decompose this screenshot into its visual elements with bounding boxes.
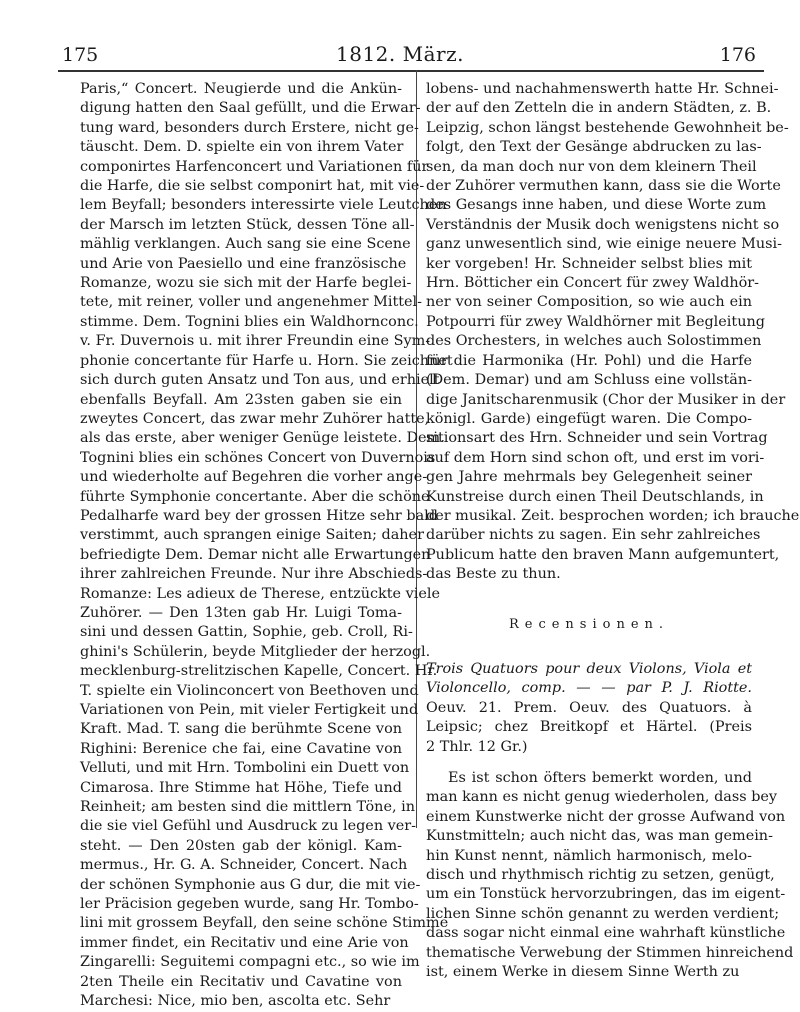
left-text-line: Velluti, und mit Hrn. Tombolini ein Duett von	[80, 760, 410, 777]
left-text-line: T. spielte ein Violinconcert von Beethoven und	[80, 682, 419, 699]
left-text-line: Romanze: Les adieux de Therese, entzückte viele	[80, 585, 440, 602]
paragraph-gap	[426, 757, 752, 769]
left-text-line: sich durch guten Ansatz und Ton aus, und erhielt	[80, 372, 440, 389]
right-text-line: Kunstreise durch einen Theil Deutschlands, in	[426, 488, 764, 505]
left-text-line: führte Symphonie concertante. Aber die schöne	[80, 488, 430, 505]
left-text-line: ihrer zahlreichen Freunde. Nur ihre Abschieds-	[80, 566, 428, 583]
left-text-line: und wiederholte auf Begehren die vorher ange-	[80, 469, 428, 486]
left-text-line: Tognini blies ein schönes Concert von Duvernois	[80, 449, 436, 466]
left-text-line: Zuhörer. — Den 13ten gab Hr. Luigi Toma-	[80, 604, 402, 621]
review-body-line: dass sogar nicht einmal eine wahrhaft künstliche	[426, 925, 786, 942]
left-text-line: stimme. Dem. Tognini blies ein Waldhornconc.	[80, 313, 419, 330]
right-text-line: Potpourri für zwey Waldhörner mit Begleitung	[426, 313, 765, 330]
review-citation-line: Oeuv. 21. Prem. Oeuv. des Quatuors. à	[426, 699, 752, 716]
left-text-line: Variationen von Pein, mit vieler Fertigkeit und	[80, 702, 419, 718]
left-text-line: mermus., Hr. G. A. Schneider, Concert. Nach	[80, 857, 408, 874]
right-text-line: sen, da man doch nur von dem kleinern Theil	[426, 158, 757, 175]
right-text-line: auf dem Horn sind schon oft, und erst im vori-	[426, 449, 765, 466]
left-text-line: v. Fr. Duvernois u. mit ihrer Freundin eine Sym-	[80, 333, 431, 350]
left-text-line: steht. — Den 20sten gab der königl. Kam-	[80, 837, 402, 854]
left-text-line: lem Beyfall; besonders interessirte viele Leutchen	[80, 197, 447, 214]
right-text-line: des Gesangs inne haben, und diese Worte zum	[426, 197, 767, 214]
left-text-line: Pedalharfe ward bey der grossen Hitze sehr bald	[80, 507, 438, 524]
right-text-line: gen Jahre mehrmals bey Gelegenheit seiner	[426, 469, 752, 486]
right-text-line: der Zuhörer vermuthen kann, dass sie die Worte	[426, 178, 781, 195]
left-text-line: phonie concertante für Harfe u. Horn. Sie zeichnet	[80, 352, 453, 369]
right-text-line: folgt, den Text der Gesänge abdrucken zu las-	[426, 139, 762, 156]
review-body-line: hin Kunst nennt, nämlich harmonisch, melo-	[426, 847, 752, 864]
left-text-line: ler Präcision gegeben wurde, sang Hr. Tombo-	[80, 896, 419, 913]
review-body-line: Kunstmitteln; auch nicht das, was man gemein-	[426, 828, 773, 845]
left-text-line: Cimarosa. Ihre Stimme hat Höhe, Tiefe und	[80, 779, 402, 796]
right-text-line: der musikal. Zeit. besprochen worden; ich brauche	[426, 507, 800, 524]
left-text-line: der Marsch im letzten Stück, dessen Töne all-	[80, 216, 415, 233]
right-text-line: dige Janitscharenmusik (Chor der Musiker in der	[426, 391, 786, 408]
review-citation-line: Violoncello, comp. — — par P. J. Riotte.	[426, 680, 752, 697]
review-body-line: Es ist schon öfters bemerkt worden, und	[448, 770, 752, 786]
left-text-line: und Arie von Paesiello und eine französische	[80, 255, 407, 272]
review-body-line: disch und rhythmisch richtig zu setzen, genügt,	[426, 867, 775, 884]
left-text-line: Marchesi: Nice, mio ben, ascolta etc. Sehr	[80, 993, 391, 1010]
right-text-line: sitionsart des Hrn. Schneider und sein Vortrag	[426, 430, 768, 447]
left-text-line: Reinheit; am besten sind die mittlern Töne, in	[80, 799, 415, 816]
right-text-line: Hrn. Bötticher ein Concert für zwey Waldhör-	[426, 275, 760, 292]
right-text-line: Leipzig, schon längst bestehende Gewohnheit be-	[426, 119, 789, 136]
left-text-line: immer findet, ein Recitativ und eine Arie von	[80, 934, 409, 951]
running-header	[0, 38, 800, 68]
right-text-line: lobens- und nachahmenswerth hatte Hr. Schnei-	[426, 81, 779, 97]
right-text-line: darüber nichts zu sagen. Ein sehr zahlreiches	[426, 527, 761, 544]
left-text-line: mählig verklangen. Auch sang sie eine Scene	[80, 236, 411, 253]
left-text-line: ghini's Schülerin, beyde Mitglieder der herzogl.	[80, 643, 431, 660]
right-text-line: Publicum hatte den braven Mann aufgemuntert,	[426, 546, 780, 563]
review-citation-line: Leipsic; chez Breitkopf et Härtel. (Preis	[426, 719, 752, 736]
left-text-line: Righini: Berenice che fai, eine Cavatine von	[80, 740, 402, 757]
left-column	[80, 80, 453, 1012]
review-body-line: einem Kunstwerke nicht der grosse Aufwand von	[426, 808, 786, 825]
left-text-line: tung ward, besonders durch Erstere, nicht ge-	[80, 119, 419, 136]
left-text-line: zweytes Concert, das zwar mehr Zuhörer hatte,	[80, 410, 430, 427]
right-page-number: 176	[719, 44, 756, 66]
left-text-line: lini mit grossem Beyfall, den seine schöne Stimme	[80, 915, 449, 932]
right-text-line: das Beste zu thun.	[426, 566, 561, 583]
left-text-line: der schönen Symphonie aus G dur, die mit vie-	[80, 876, 421, 893]
right-text-line: Verständnis der Musik doch wenigstens nicht so	[426, 216, 780, 233]
right-text-line: des Orchesters, in welches auch Solostimmen	[426, 333, 762, 350]
left-text-line: Kraft. Mad. T. sang die berühmte Scene von	[80, 721, 402, 738]
header-rule	[58, 70, 764, 72]
left-text-line: die sie viel Gefühl und Ausdruck zu legen ver-	[80, 818, 417, 835]
left-text-line: ebenfalls Beyfall. Am 23sten gaben sie ein	[80, 391, 402, 408]
left-text-line: tete, mit reiner, voller und angenehmer Mittel-	[80, 294, 423, 311]
left-text-line: Zingarelli: Seguitemi compagni etc., so wie im	[80, 954, 420, 971]
left-text-line: Romanze, wozu sie sich mit der Harfe beglei-	[80, 275, 412, 292]
section-heading: Recensionen.	[508, 616, 670, 632]
right-text-line: (Dem. Demar) und am Schluss eine vollstän-	[426, 372, 752, 389]
running-title: 1812. März.	[336, 42, 464, 66]
right-text-line: ker vorgeben! Hr. Schneider selbst blies mit	[426, 255, 752, 272]
left-text-line: verstimmt, auch sprangen einige Saiten; daher	[80, 527, 424, 544]
review-body-line: man kann es nicht genug wiederholen, dass bey	[426, 789, 778, 806]
left-text-line: befriedigte Dem. Demar nicht alle Erwartungen	[80, 546, 431, 563]
right-text-line: königl. Garde) eingefügt waren. Die Compo-	[426, 410, 752, 427]
left-text-line: sini und dessen Gattin, Sophie, geb. Croll, Ri-	[80, 624, 413, 641]
review-body-line: lichen Sinne schön genannt zu werden verdient;	[426, 905, 780, 922]
left-text-line: mecklenburg-strelitzischen Kapelle, Concert. Hr.	[80, 663, 438, 680]
left-text-line: componirtes Harfenconcert und Variationen für	[80, 158, 429, 175]
right-column	[426, 80, 800, 982]
left-text-line: Paris,“ Concert. Neugierde und die Ankün-	[80, 81, 402, 97]
review-citation-line: Trois Quatuors pour deux Violons, Viola et	[426, 660, 752, 677]
review-citation-line: 2 Thlr. 12 Gr.)	[426, 738, 528, 755]
left-text-line: digung hatten den Saal gefüllt, und die Erwar-	[80, 100, 421, 117]
left-page-number: 175	[62, 44, 99, 66]
right-text-line: der auf den Zetteln die in andern Städten, z. B.	[426, 100, 772, 117]
left-text-line: als das erste, aber weniger Genüge leistete. Dem.	[80, 430, 445, 447]
review-body-line: ist, einem Werke in diesem Sinne Werth zu	[426, 964, 740, 981]
right-text-line: für die Harmonika (Hr. Pohl) und die Harfe	[426, 352, 752, 369]
left-text-line: die Harfe, die sie selbst componirt hat, mit vie-	[80, 178, 425, 195]
review-body-line: um ein Tonstück hervorzubringen, das im eigent-	[426, 886, 786, 903]
right-text-line: ner von seiner Composition, so wie auch ein	[426, 294, 752, 311]
left-text-line: täuscht. Dem. D. spielte ein von ihrem Vater	[80, 139, 404, 156]
left-text-line: 2ten Theile ein Recitativ und Cavatine von	[80, 973, 402, 990]
right-text-line: ganz unwesentlich sind, wie einige neuere Musi-	[426, 236, 782, 253]
review-body-line: thematische Verwebung der Stimmen hinreichend	[426, 944, 794, 961]
